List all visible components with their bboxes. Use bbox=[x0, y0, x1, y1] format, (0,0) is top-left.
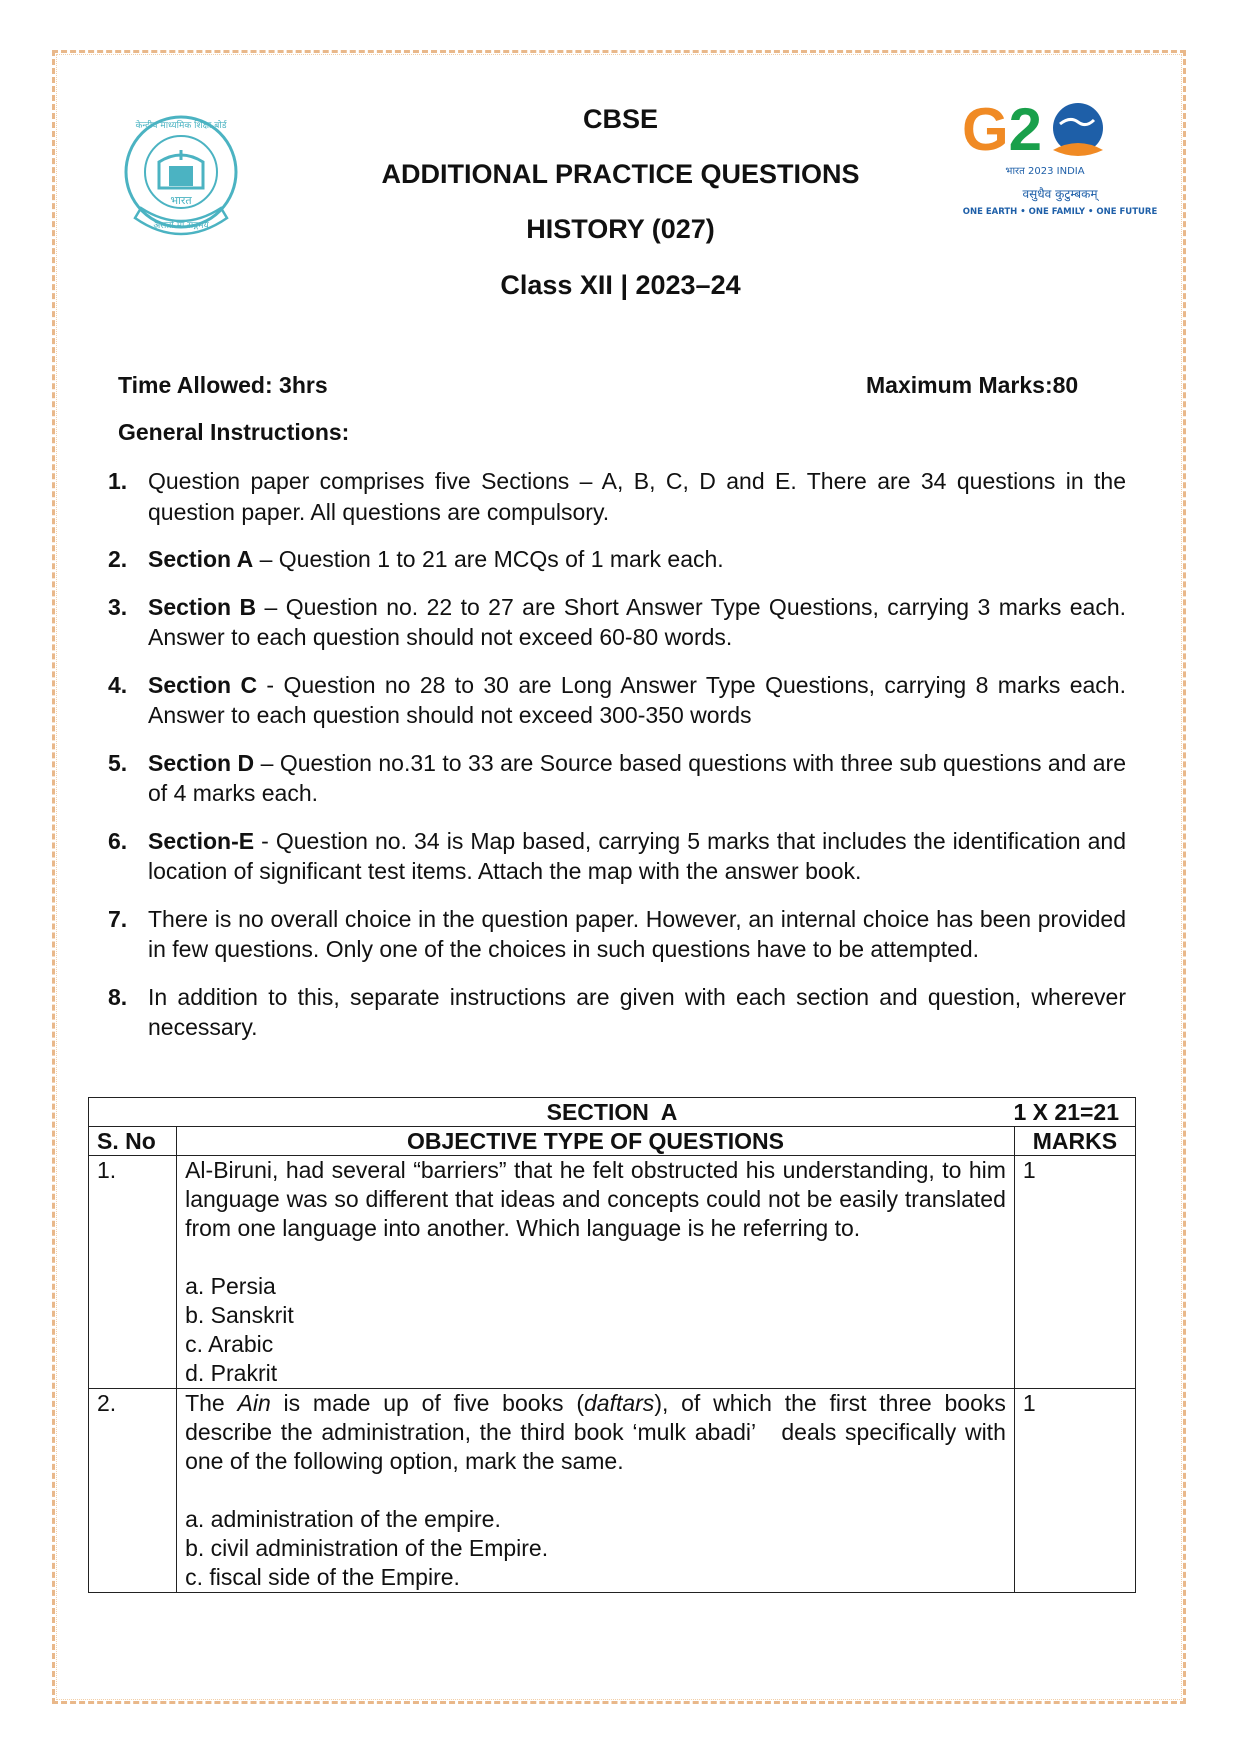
seal-mid-text: भारत bbox=[170, 194, 192, 207]
option-item: c. fiscal side of the Empire. bbox=[185, 1564, 460, 1590]
maximum-marks: Maximum Marks:80 bbox=[866, 372, 1079, 398]
g20-motto-english: ONE EARTH • ONE FAMILY • ONE FUTURE bbox=[962, 207, 1158, 217]
time-allowed: Time Allowed: 3hrs bbox=[118, 372, 328, 398]
section-header-row bbox=[89, 1098, 1136, 1127]
section-a-marks-formula: 1 X 21=21 bbox=[1013, 1099, 1119, 1125]
column-header-row bbox=[89, 1127, 1136, 1156]
option-item: b. civil administration of the Empire. bbox=[185, 1535, 549, 1561]
option-item: c. Arabic bbox=[185, 1331, 274, 1357]
g20-mark: G2 bbox=[962, 96, 1043, 163]
question-cell bbox=[177, 1389, 1015, 1593]
option-item: d. Prakrit bbox=[185, 1360, 278, 1386]
g20-motto-hindi: वसुधैव कुटुम्बकम् bbox=[1022, 187, 1098, 201]
g20-sub-text: भारत 2023 INDIA bbox=[1005, 166, 1085, 177]
question-options bbox=[185, 1272, 1006, 1388]
table-row bbox=[89, 1389, 1136, 1593]
subject-title: HISTORY (027) bbox=[526, 214, 715, 244]
instruction-item: 3. Section B – Question no. 22 to 27 are Short Answer Type Questions, carrying 3 marks each. Answer to each question should not exceed 60-80 words. bbox=[108, 593, 1126, 650]
question-marks: 1 bbox=[1014, 1156, 1135, 1389]
instruction-item: 4. Section C - Question no 28 to 30 are Long Answer Type Questions, carrying 8 marks each. Answer to each question should not exceed 300-350 words bbox=[108, 671, 1126, 728]
doc-title: ADDITIONAL PRACTICE QUESTIONS bbox=[381, 159, 860, 189]
seal-motto-text: असतो मा सद्गमय bbox=[153, 221, 209, 231]
instructions-heading: General Instructions: bbox=[118, 419, 350, 445]
col-header-sno: S. No bbox=[89, 1127, 177, 1156]
board-title: CBSE bbox=[582, 104, 658, 134]
question-number: 2. bbox=[89, 1389, 177, 1593]
col-header-marks: MARKS bbox=[1014, 1127, 1135, 1156]
general-instructions-list bbox=[108, 466, 1126, 1060]
class-year-title: Class XII | 2023–24 bbox=[500, 270, 741, 300]
seal-top-text: केन्द्रीय माध्यमिक शिक्षा बोर्ड bbox=[135, 121, 227, 131]
question-number: 1. bbox=[89, 1156, 177, 1389]
col-header-question: OBJECTIVE TYPE OF QUESTIONS bbox=[177, 1127, 1015, 1156]
question-text: Al-Biruni, had several “barriers” that he felt obstructed his understanding, to him language was so different that ideas and concepts could not be easily translated from one language into another. Which language is he referring to. bbox=[185, 1157, 1006, 1241]
section-a-table bbox=[88, 1097, 1136, 1593]
question-cell bbox=[177, 1156, 1015, 1389]
instruction-item: 1. Question paper comprises five Sections – A, B, C, D and E. There are 34 questions in the question paper. All questions are compulsory. bbox=[108, 468, 1126, 525]
section-title-cell bbox=[89, 1098, 1136, 1127]
question-marks: 1 bbox=[1014, 1389, 1135, 1593]
option-item: b. Sanskrit bbox=[185, 1302, 294, 1328]
instruction-item: 5. Section D – Question no.31 to 33 are Source based questions with three sub questions and are of 4 marks each. bbox=[108, 749, 1126, 806]
instruction-item: 6. Section-E - Question no. 34 is Map based, carrying 5 marks that includes the identification and location of significant test items. Attach the map with the answer book. bbox=[108, 827, 1126, 884]
question-text: The Ain is made up of five books (daftars), of which the first three books describe the administration, the third book ‘mulk abadi’ deals specifically with one of the following option, mark the same. bbox=[185, 1390, 1013, 1474]
question-options bbox=[185, 1505, 1006, 1592]
table-row bbox=[89, 1156, 1136, 1389]
instruction-item: 2. Section A – Question 1 to 21 are MCQs of 1 mark each. bbox=[108, 546, 724, 572]
option-item: a. Persia bbox=[185, 1273, 276, 1299]
option-item: a. administration of the empire. bbox=[185, 1506, 501, 1532]
instruction-item: 7. There is no overall choice in the question paper. However, an internal choice has been provided in few questions. Only one of the choices in such questions have to be attempted. bbox=[108, 905, 1126, 962]
instruction-item: 8. In addition to this, separate instructions are given with each section and question, wherever necessary. bbox=[108, 983, 1126, 1040]
section-a-title: SECTION A bbox=[546, 1099, 678, 1125]
